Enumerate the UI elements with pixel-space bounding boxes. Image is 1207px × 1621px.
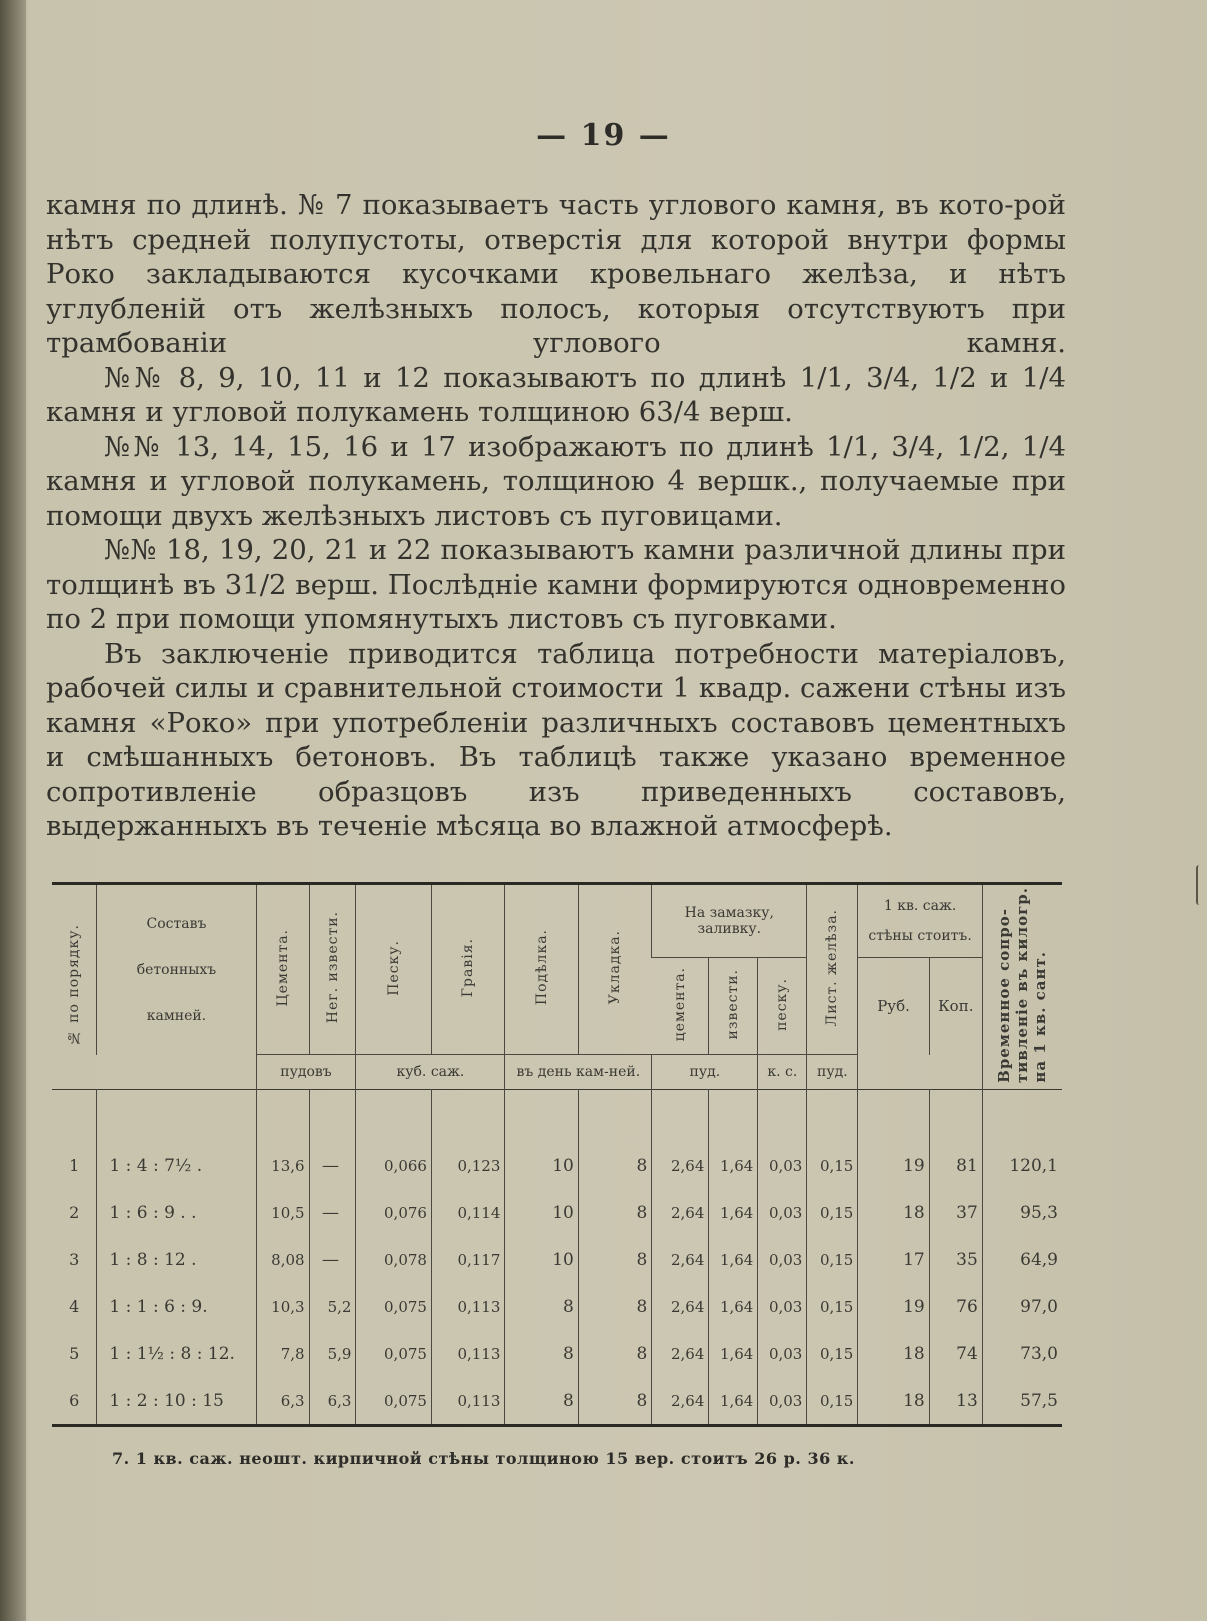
table-cell <box>52 1090 97 1143</box>
table-cell: 2,64 <box>652 1330 709 1377</box>
table-cell: 37 <box>929 1189 982 1236</box>
table-cell <box>982 1090 1062 1143</box>
header-rub: Руб. <box>858 958 929 1055</box>
table-cell <box>309 1090 356 1143</box>
data-table <box>52 882 1062 1427</box>
header-plaster-lime: извести. <box>709 958 758 1055</box>
table-cell: 0,15 <box>807 1189 858 1236</box>
header-cement: Цемента. <box>256 884 309 1055</box>
header-kop: Коп. <box>929 958 982 1055</box>
materials-table <box>52 882 1062 1427</box>
table-cell: 97,0 <box>982 1283 1062 1330</box>
table-cell: 0,114 <box>431 1189 504 1236</box>
table-cell: 2,64 <box>652 1236 709 1283</box>
table-cell <box>356 1090 431 1143</box>
table-cell: 57,5 <box>982 1377 1062 1426</box>
table-cell: 3 <box>69 1250 80 1269</box>
table-cell: 8 <box>505 1377 578 1426</box>
table-cell: 4 <box>69 1297 80 1316</box>
table-cell: 0,117 <box>431 1236 504 1283</box>
paragraph-4: №№ 18, 19, 20, 21 и 22 показываютъ камни различной длины при толщинѣ въ 31/2 верш. Послѣдніе камни формируются одновременно по 2 при помощи упомянутыхъ листовъ съ пуговками. <box>46 534 1066 635</box>
table-spacer-row <box>52 1090 1062 1143</box>
table-cell: 0,123 <box>431 1142 504 1189</box>
unit-ks: к. с. <box>758 1055 807 1090</box>
table-cell: 5,2 <box>309 1283 356 1330</box>
table-cell <box>858 1090 929 1143</box>
header-composition: Составъ бетонныхъ камней. <box>97 884 256 1055</box>
header-sand: Песку. <box>356 884 431 1055</box>
table-cell: 0,15 <box>807 1142 858 1189</box>
table-cell <box>97 1090 256 1143</box>
table-cell: 74 <box>929 1330 982 1377</box>
table-cell: 1,64 <box>709 1142 758 1189</box>
table-cell: 0,15 <box>807 1236 858 1283</box>
unit-cub: куб. саж. <box>356 1055 505 1090</box>
table-cell: 1,64 <box>709 1377 758 1426</box>
table-row <box>52 1330 1062 1377</box>
header-strength: Временное сопро-тивленіе въ килогр.на 1 кв. сант. <box>982 884 1062 1090</box>
paragraph-1: камня по длинѣ. № 7 показываетъ часть углового камня, въ кото-рой нѣтъ средней полупустоты, отверстія для которой внутри формы Роко закладываются кусочками кровельнаго желѣза, и нѣтъ углубленій отъ желѣзныхъ полосъ, которыя отсутствуютъ при трамбованіи углового камня. <box>46 189 1066 359</box>
table-cell: 6,3 <box>309 1377 356 1426</box>
table-cell: 1 <box>69 1156 80 1175</box>
table-row <box>52 1377 1062 1426</box>
table-cell <box>256 1090 309 1143</box>
table-cell: 7,8 <box>256 1330 309 1377</box>
table-cell: 95,3 <box>982 1189 1062 1236</box>
table-cell: 8 <box>578 1283 651 1330</box>
table-cell: — <box>309 1189 356 1236</box>
table-cell: 1,64 <box>709 1283 758 1330</box>
paragraph-3: №№ 13, 14, 15, 16 и 17 изображаютъ по длинѣ 1/1, 3/4, 1/2, 1/4 камня и угловой полукамень, толщиною 4 вершк., получаемые при помощи двухъ желѣзныхъ листовъ съ пуговицами. <box>46 430 1066 532</box>
footnote: 7. 1 кв. саж. неошт. кирпичной стѣны толщиною 15 вер. стоитъ 26 р. 36 к. <box>112 1449 855 1468</box>
header-no: № по порядку. <box>52 884 97 1090</box>
table-cell: 0,03 <box>758 1377 807 1426</box>
table-row <box>52 1142 1062 1189</box>
table-cell: 8 <box>578 1377 651 1426</box>
table-cell: 10,5 <box>256 1189 309 1236</box>
table-cell <box>807 1090 858 1143</box>
header-lime: Нег. извести. <box>309 884 356 1055</box>
table-cell: 0,075 <box>356 1377 431 1426</box>
table-row <box>52 1189 1062 1236</box>
header-plaster-group: На замазку, заливку. <box>652 884 807 958</box>
table-cell: 8 <box>578 1236 651 1283</box>
table-cell: 10 <box>505 1189 578 1236</box>
header-plaster-sand: песку. <box>758 958 807 1055</box>
book-spine-shadow <box>0 0 26 1621</box>
table-cell: 18 <box>858 1189 929 1236</box>
table-cell: 1 : 4 : 7½ . <box>97 1142 256 1189</box>
unit-day: въ день кам-ней. <box>505 1055 652 1090</box>
table-cell: 17 <box>858 1236 929 1283</box>
table-cell: 2,64 <box>652 1283 709 1330</box>
table-cell: 1 : 8 : 12 . <box>97 1236 256 1283</box>
table-cell: 19 <box>858 1142 929 1189</box>
unit-pud: пудовъ <box>256 1055 356 1090</box>
page-number: — 19 — <box>536 118 671 153</box>
table-cell: 1 : 2 : 10 : 15 <box>97 1377 256 1426</box>
table-cell: 2,64 <box>652 1142 709 1189</box>
table-cell <box>929 1090 982 1143</box>
table-cell: 0,075 <box>356 1283 431 1330</box>
table-cell: — <box>309 1236 356 1283</box>
table-cell: 10 <box>505 1142 578 1189</box>
table-cell: 13,6 <box>256 1142 309 1189</box>
unit-pud-3: пуд. <box>807 1055 858 1090</box>
table-cell: 1 : 1 : 6 : 9. <box>97 1283 256 1330</box>
table-cell: 13 <box>929 1377 982 1426</box>
header-cost-group: 1 кв. саж. стѣны стоитъ. <box>858 884 982 958</box>
unit-blank <box>97 1055 256 1090</box>
table-cell: 0,03 <box>758 1142 807 1189</box>
paragraph-2: №№ 8, 9, 10, 11 и 12 показываютъ по длинѣ 1/1, 3/4, 1/2 и 1/4 камня и угловой полукамень толщиною 63/4 верш. <box>46 361 1066 428</box>
table-cell: 0,03 <box>758 1189 807 1236</box>
table-cell: 0,078 <box>356 1236 431 1283</box>
table-cell: 1,64 <box>709 1330 758 1377</box>
table-cell: — <box>309 1142 356 1189</box>
table-cell: 1,64 <box>709 1189 758 1236</box>
table-cell: 81 <box>929 1142 982 1189</box>
table-cell: 0,075 <box>356 1330 431 1377</box>
table-cell: 5,9 <box>309 1330 356 1377</box>
table-cell: 0,15 <box>807 1330 858 1377</box>
paragraph-5: Въ заключеніе приводится таблица потребности матеріаловъ, рабочей силы и сравнительной стоимости 1 квадр. сажени стѣны изъ камня «Роко» при употребленіи различныхъ составовъ цементныхъ и смѣшанныхъ бетоновъ. Въ таблицѣ также указано временное сопротивленіе образцовъ изъ приведенныхъ составовъ, выдержанныхъ въ теченіе мѣсяца во влажной атмосферѣ. <box>46 637 1066 842</box>
unit-blank-cost <box>858 1055 982 1090</box>
header-plaster-cement: цемента. <box>652 958 709 1055</box>
table-cell: 0,076 <box>356 1189 431 1236</box>
table-cell: 8 <box>578 1330 651 1377</box>
table-cell: 35 <box>929 1236 982 1283</box>
table-cell: 64,9 <box>982 1236 1062 1283</box>
table-cell: 0,113 <box>431 1377 504 1426</box>
table-cell: 8 <box>505 1330 578 1377</box>
table-cell: 2,64 <box>652 1377 709 1426</box>
table-cell: 0,113 <box>431 1283 504 1330</box>
table-cell: 0,066 <box>356 1142 431 1189</box>
page-edge-mark <box>1196 865 1204 905</box>
table-cell: 1,64 <box>709 1236 758 1283</box>
table-header <box>52 884 1062 1090</box>
table-cell <box>758 1090 807 1143</box>
table-cell: 0,113 <box>431 1330 504 1377</box>
table-cell: 19 <box>858 1283 929 1330</box>
table-cell: 1 : 1½ : 8 : 12. <box>97 1330 256 1377</box>
table-cell: 6,3 <box>256 1377 309 1426</box>
table-cell: 2,64 <box>652 1189 709 1236</box>
table-row <box>52 1236 1062 1283</box>
table-cell: 8 <box>578 1142 651 1189</box>
table-cell: 10,3 <box>256 1283 309 1330</box>
unit-pud-2: пуд. <box>652 1055 758 1090</box>
table-cell: 0,15 <box>807 1377 858 1426</box>
table-cell <box>578 1090 651 1143</box>
table-cell <box>652 1090 709 1143</box>
table-cell <box>709 1090 758 1143</box>
table-cell: 76 <box>929 1283 982 1330</box>
table-cell: 0,15 <box>807 1283 858 1330</box>
header-laying: Укладка. <box>578 884 651 1055</box>
table-cell: 6 <box>52 1377 97 1426</box>
table-cell <box>431 1090 504 1143</box>
table-cell: 0,03 <box>758 1330 807 1377</box>
table-cell: 10 <box>505 1236 578 1283</box>
table-cell: 8 <box>505 1283 578 1330</box>
table-cell: 0,03 <box>758 1283 807 1330</box>
table-cell: 5 <box>69 1344 80 1363</box>
table-cell: 18 <box>858 1330 929 1377</box>
table-cell: 18 <box>858 1377 929 1426</box>
table-body <box>52 1090 1062 1426</box>
table-cell <box>505 1090 578 1143</box>
header-gravel: Гравія. <box>431 884 504 1055</box>
table-cell: 1 : 6 : 9 . . <box>97 1189 256 1236</box>
table-cell: 8,08 <box>256 1236 309 1283</box>
header-iron: Лист. желѣза. <box>807 884 858 1055</box>
header-making: Подѣлка. <box>505 884 578 1055</box>
table-cell: 120,1 <box>982 1142 1062 1189</box>
table-cell: 73,0 <box>982 1330 1062 1377</box>
table-row <box>52 1283 1062 1330</box>
table-cell: 8 <box>578 1189 651 1236</box>
table-cell: 0,03 <box>758 1236 807 1283</box>
table-cell: 2 <box>69 1203 80 1222</box>
body-text <box>46 188 1066 844</box>
